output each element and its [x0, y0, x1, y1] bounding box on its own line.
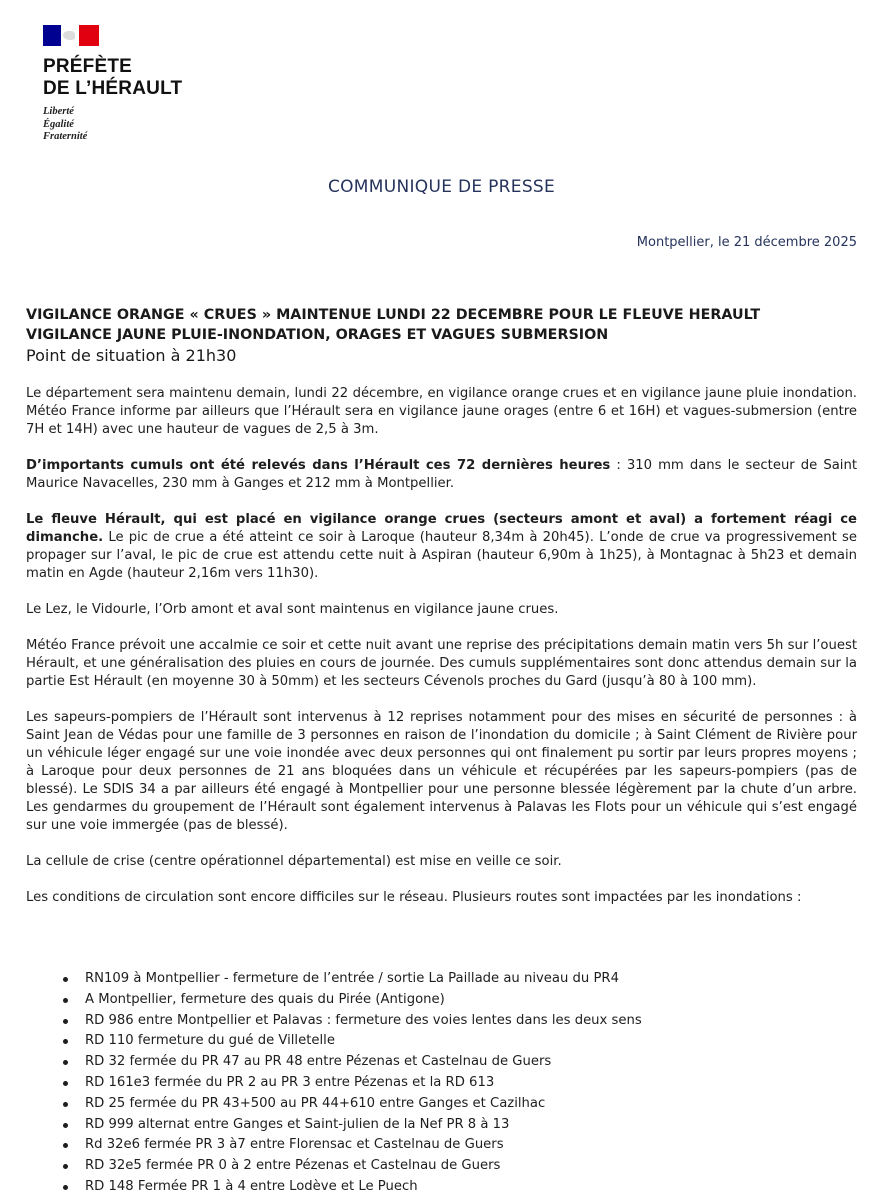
headline-subtitle: Point de situation à 21h30: [26, 346, 237, 365]
road-closures-list: [63, 969, 642, 1198]
list-item: RD 161e3 fermée du PR 2 au PR 3 entre Pézenas et la RD 613: [63, 1073, 642, 1094]
paragraph-herault-lead: Le fleuve Hérault, qui est placé en vigilance orange crues (secteurs amont et aval) a fortement réagi ce dimanche.: [26, 512, 857, 545]
list-item: RD 25 fermée du PR 43+500 au PR 44+610 entre Ganges et Cazilhac: [63, 1094, 642, 1115]
list-item: RD 999 alternat entre Ganges et Saint-julien de la Nef PR 8 à 13: [63, 1115, 642, 1136]
paragraph-crisis-cell: La cellule de crise (centre opérationnel départemental) est mise en veille ce soir.: [26, 854, 562, 869]
headline-orange-vigilance: VIGILANCE ORANGE « CRUES » MAINTENUE LUNDI 22 DECEMBRE POUR LE FLEUVE HERAULT: [26, 307, 761, 323]
headline-yellow-vigilance: VIGILANCE JAUNE PLUIE-INONDATION, ORAGES ET VAGUES SUBMERSION: [26, 327, 609, 343]
motto-liberte: Liberté: [43, 106, 74, 117]
list-item: RD 110 fermeture du gué de Villetelle: [63, 1031, 642, 1052]
list-item: RD 32e5 fermée PR 0 à 2 entre Pézenas et Castelnau de Guers: [63, 1156, 642, 1177]
prefecture-name-line2: DE L’HÉRAULT: [43, 78, 183, 99]
prefecture-name: [43, 56, 182, 100]
paragraph-forecast: Météo France prévoit une accalmie ce soir et cette nuit avant une reprise des précipitations demain matin vers 5h sur l’ouest Hérault, et une généralisation des pluies en cours de journée. Des cumuls supplémentaires sont donc attendus demain sur la partie Est Hérault (en moyenne 30 à 50mm) et les secteurs Cévenols proches du Gard (jusqu’à 80 à 100 mm).: [26, 638, 857, 689]
list-item: RD 148 Fermée PR 1 à 4 entre Lodève et Le Puech: [63, 1177, 642, 1198]
paragraph-herault-flood: [26, 511, 857, 583]
motto-egalite: Égalité: [43, 118, 74, 130]
prefecture-name-line1: PRÉFÈTE: [43, 56, 133, 77]
paragraph-rainfall-totals: [26, 457, 857, 493]
paragraph-other-rivers: Le Lez, le Vidourle, l’Orb amont et aval sont maintenus en vigilance jaune crues.: [26, 602, 559, 617]
list-item: A Montpellier, fermeture des quais du Pirée (Antigone): [63, 990, 642, 1011]
paragraph-interventions: Les sapeurs-pompiers de l’Hérault sont intervenus à 12 reprises notamment pour des mises en sécurité de personnes : à Saint Jean de Védas pour une famille de 3 personnes en raison de l’inondation du domicile ; à Saint Clément de Rivière pour un véhicule léger engagé sur une voie inondée avec deux personnes qui ont finalement pu sortir par leurs propres moyens ; à Laroque pour deux personnes de 21 ans bloquées dans un véhicule et récupérées par les sapeurs-pompiers (pas de blessé). Le SDIS 34 a par ailleurs été engagé à Montpellier pour une personne blessée légèrement par la chute d’un arbre. Les gendarmes du groupement de l’Hérault sont également intervenus à Palavas les Flots pour un véhicule qui s’est engagé sur une voie immergée (pas de blessé).: [26, 710, 857, 833]
list-item: RD 32 fermée du PR 47 au PR 48 entre Pézenas et Castelnau de Guers: [63, 1052, 642, 1073]
marianne-flag-icon: [43, 25, 99, 46]
paragraph-traffic-conditions: Les conditions de circulation sont encore difficiles sur le réseau. Plusieurs routes sont impactées par les inondations :: [26, 890, 802, 905]
republic-motto: [43, 106, 182, 144]
motto-fraternite: Fraternité: [43, 131, 88, 142]
paragraph-rainfall-text: : 310 mm dans le secteur de Saint Maurice Navacelles, 230 mm à Ganges et 212 mm à Montpellier.: [26, 458, 857, 491]
press-release-body: [26, 305, 857, 907]
paragraph-vigilance-levels: Le département sera maintenu demain, lundi 22 décembre, en vigilance orange crues et en vigilance jaune pluie inondation. Météo France informe par ailleurs que l’Hérault sera en vigilance jaune orages (entre 6 et 16H) et vagues-submersion (entre 7H et 14H) avec une hauteur de vagues de 2,5 à 3m.: [26, 386, 857, 437]
paragraph-rainfall-lead: D’importants cumuls ont été relevés dans l’Hérault ces 72 dernières heures: [26, 458, 611, 473]
list-item: RD 986 entre Montpellier et Palavas : fermeture des voies lentes dans les deux sens: [63, 1011, 642, 1032]
prefecture-logo: [43, 25, 182, 144]
list-item: RN109 à Montpellier - fermeture de l’entrée / sortie La Paillade au niveau du PR4: [63, 969, 642, 990]
list-item: Rd 32e6 fermée PR 3 à7 entre Florensac et Castelnau de Guers: [63, 1135, 642, 1156]
paragraph-herault-text: Le pic de crue a été atteint ce soir à Laroque (hauteur 8,34m à 20h45). L’onde de crue va progressivement se propager sur l’aval, le pic de crue est attendu cette nuit à Aspiran (hauteur 6,90m à 1h25), à Montagnac à 5h23 et demain matin en Agde (hauteur 2,16m vers 11h30).: [26, 530, 857, 581]
document-date: Montpellier, le 21 décembre 2025: [636, 235, 857, 250]
document-title: COMMUNIQUE DE PRESSE: [327, 177, 556, 197]
